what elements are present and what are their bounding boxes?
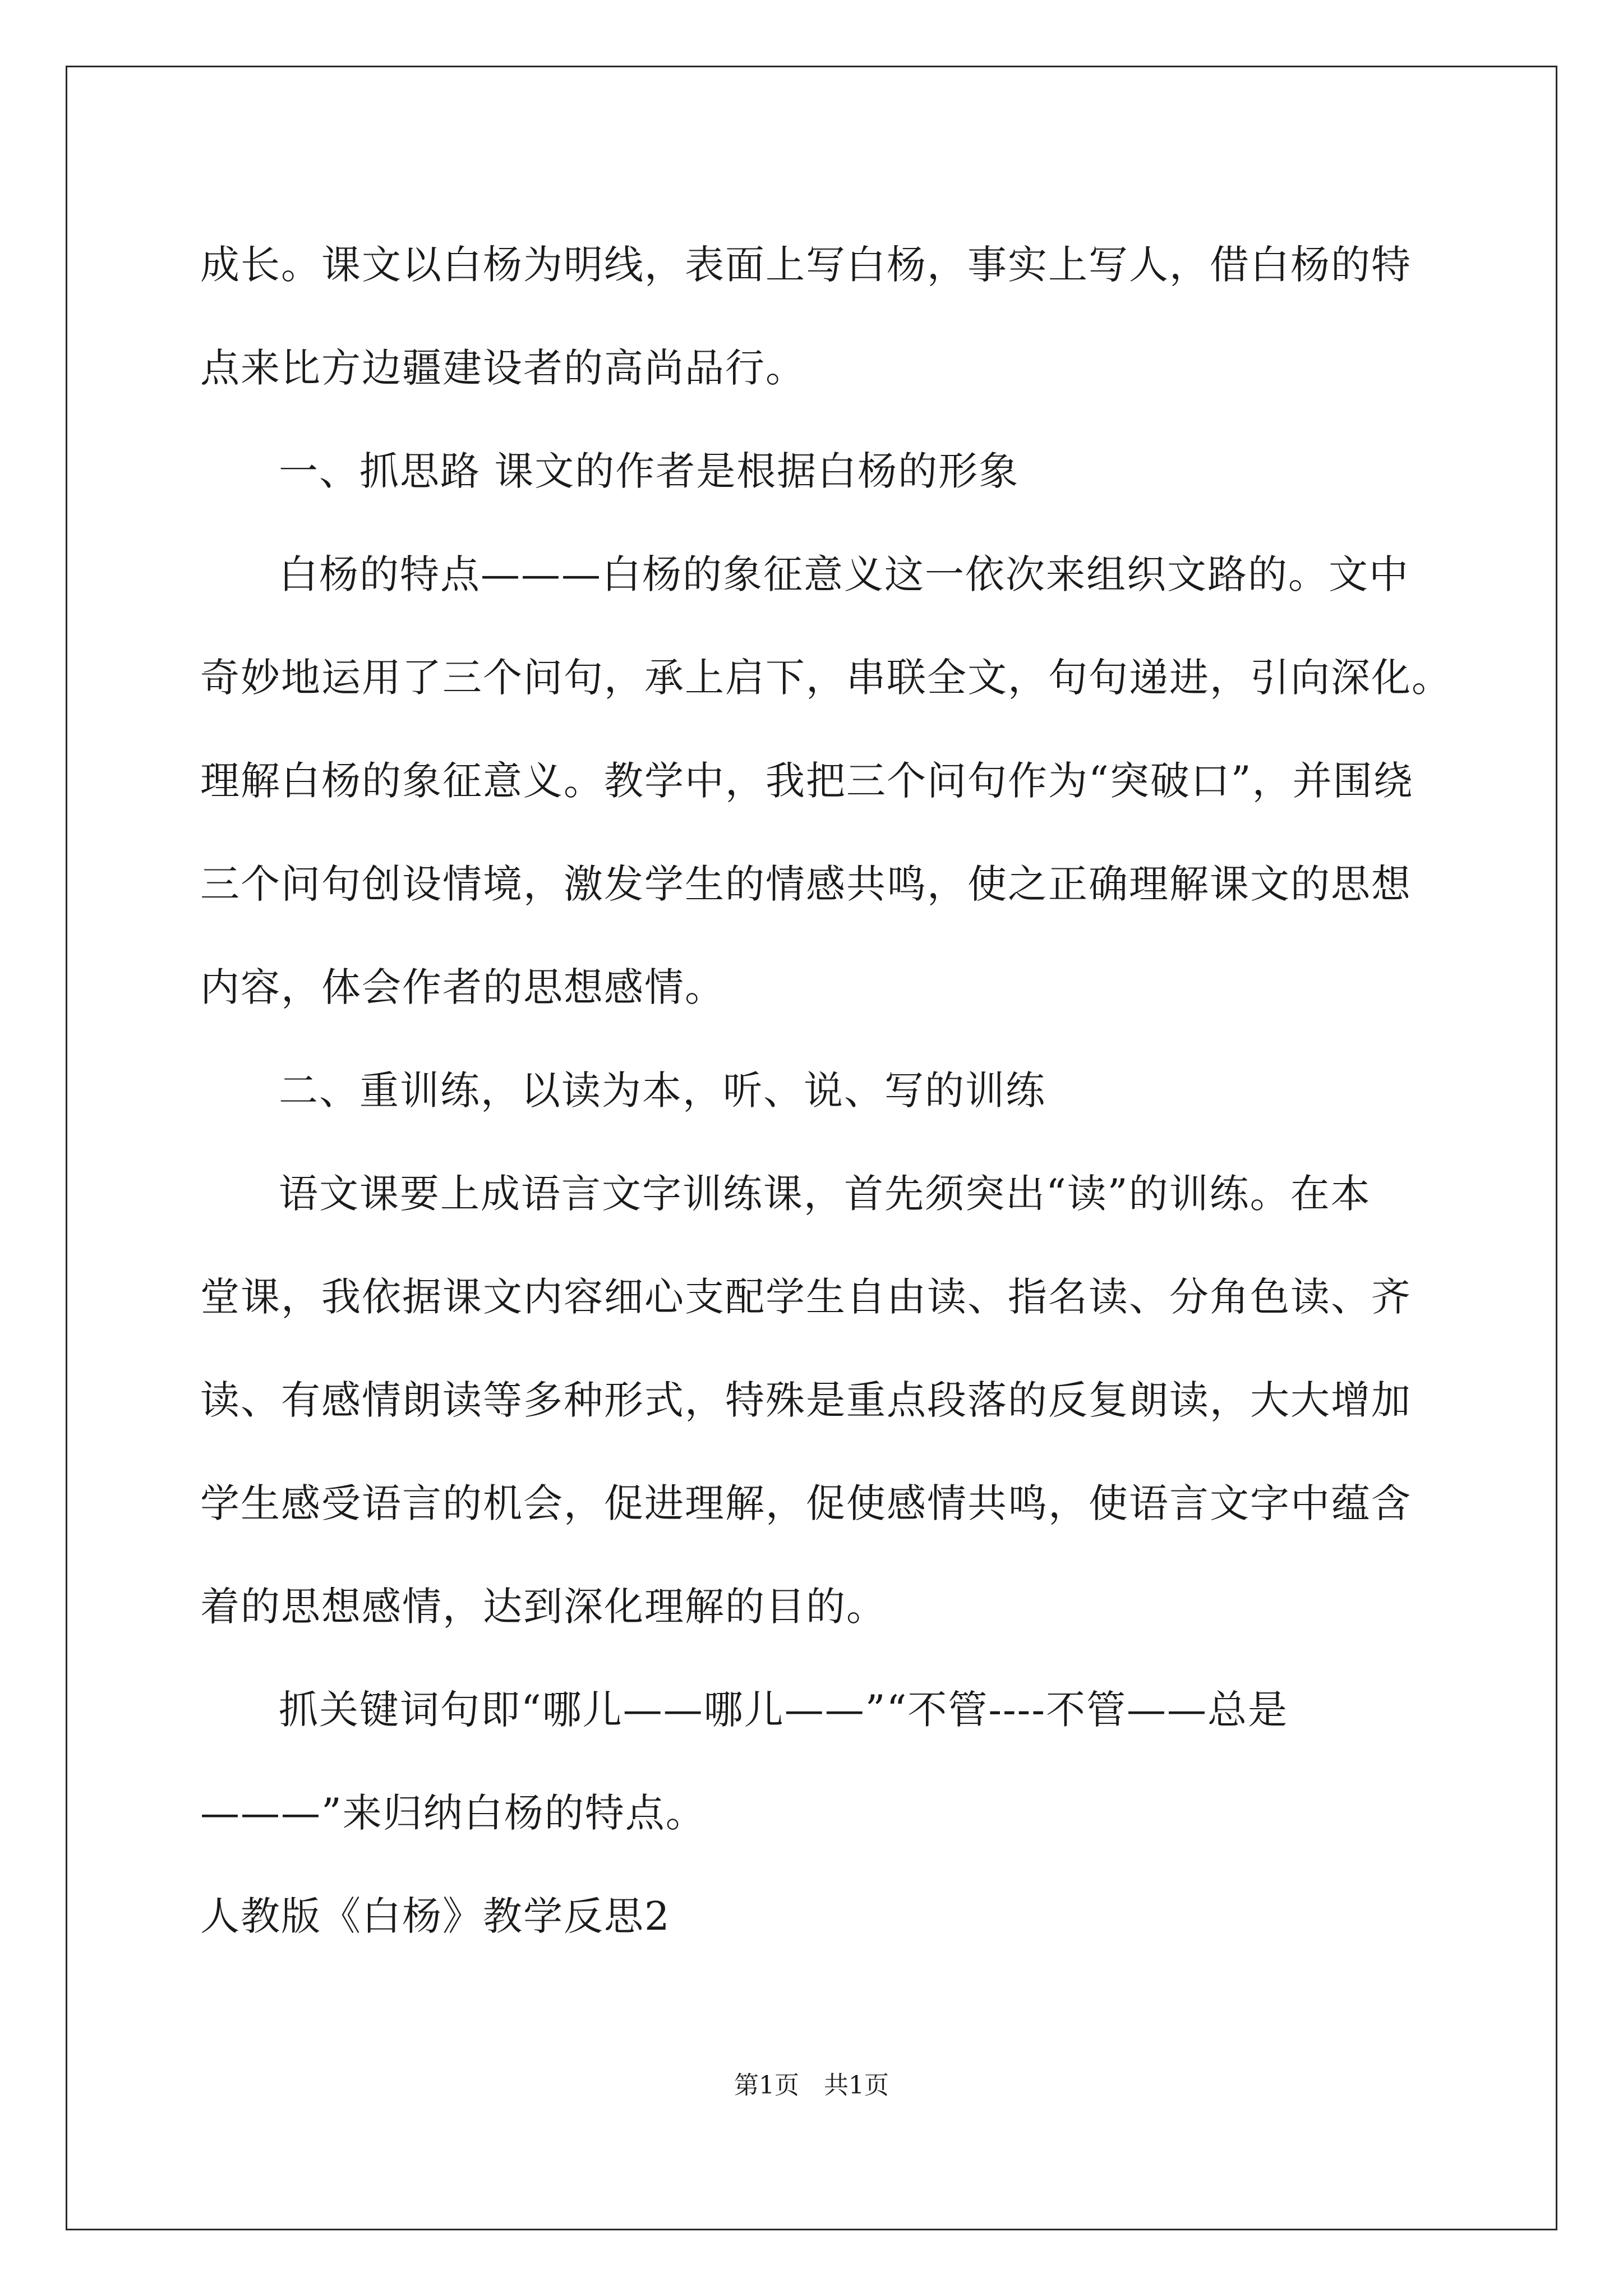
text-line: 点来比方边疆建设者的高尚品行。 bbox=[200, 345, 806, 391]
text-line: 学生感受语言的机会，促进理解，促使感情共鸣，使语言文字中蕴含 bbox=[200, 1480, 1412, 1526]
text-line: 内容，体会作者的思想感情。 bbox=[200, 964, 725, 1010]
text-line: 语文课要上成语言文字训练课，首先须突出“读”的训练。在本 bbox=[279, 1171, 1371, 1217]
text-line: 堂课，我依据课文内容细心支配学生自由读、指名读、分角色读、齐 bbox=[200, 1274, 1412, 1320]
text-line: 三个问句创设情境，激发学生的情感共鸣，使之正确理解课文的思想 bbox=[200, 861, 1412, 907]
text-line: 着的思想感情，达到深化理解的目的。 bbox=[200, 1584, 887, 1630]
page-footer bbox=[0, 2069, 1623, 2102]
text-line: 成长。课文以白杨为明线，表面上写白杨，事实上写人，借白杨的特 bbox=[200, 242, 1412, 288]
text-line: ———”来归纳白杨的特点。 bbox=[200, 1790, 706, 1836]
section-heading-2: 二、重训练，以读为本，听、说、写的训练 bbox=[279, 1068, 1046, 1114]
page-number: 第1页 bbox=[734, 2071, 799, 2100]
text-line: 抓关键词句即“哪儿——哪儿——”“不管----不管——总是 bbox=[279, 1687, 1288, 1733]
text-line: 读、有感情朗读等多种形式，特殊是重点段落的反复朗读，大大增加 bbox=[200, 1377, 1412, 1423]
section-heading-1: 一、抓思路 课文的作者是根据白杨的形象 bbox=[279, 448, 1020, 494]
document-body bbox=[200, 213, 1452, 1968]
text-line: 白杨的特点———白杨的象征意义这一依次来组织文路的。文中 bbox=[279, 551, 1409, 597]
page-total: 共1页 bbox=[824, 2071, 889, 2100]
text-line: 理解白杨的象征意义。教学中，我把三个问句作为“突破口”，并围绕 bbox=[200, 758, 1414, 804]
text-line: 奇妙地运用了三个问句，承上启下，串联全文，句句递进，引向深化。 bbox=[200, 655, 1452, 701]
next-section-title: 人教版《白杨》教学反思2 bbox=[200, 1893, 671, 1939]
